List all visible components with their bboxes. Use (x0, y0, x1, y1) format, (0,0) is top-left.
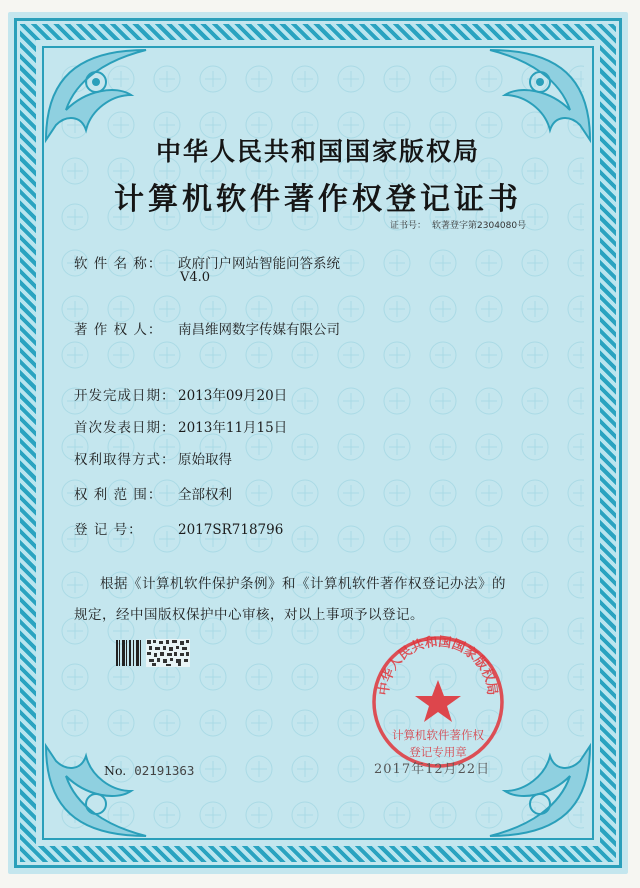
software-version: V4.0 (180, 270, 211, 285)
field-value: 政府门户网站智能问答系统 (178, 256, 340, 272)
certificate-title: 计算机软件著作权登记证书 (114, 182, 522, 217)
body-text-line-2: 规定，经中国版权保护中心审核，对以上事项予以登记。 (74, 607, 424, 623)
field-label: 登 记 号： (74, 522, 143, 538)
field-value: 2013年09月20日 (178, 388, 288, 404)
seal-line-2: 登记专用章 (409, 745, 467, 759)
field-label: 权利取得方式： (74, 452, 176, 468)
body-text-line-1: 根据《计算机软件保护条例》和《计算机软件著作权登记办法》的 (100, 576, 506, 592)
seal-star-icon (415, 680, 461, 722)
issuer-title: 中华人民共和国国家版权局 (155, 137, 480, 166)
field-rights-scope (74, 483, 232, 503)
field-value: 2013年11月15日 (178, 420, 288, 436)
field-label: 软 件 名 称： (74, 256, 163, 272)
field-completion-date (74, 384, 287, 404)
field-value: 2017SR718796 (178, 522, 284, 538)
field-registration-number (74, 518, 283, 538)
field-acquisition-method (74, 448, 232, 468)
field-copyright-owner (74, 318, 340, 338)
field-label: 著 作 权 人： (74, 322, 163, 338)
field-label: 首次发表日期： (74, 420, 176, 436)
barcode-qr-image (116, 638, 192, 668)
serial-label: No. (104, 763, 127, 778)
field-software-name (74, 252, 340, 285)
field-label: 权 利 范 围： (74, 487, 163, 503)
field-label: 开发完成日期： (74, 388, 176, 404)
field-value: 原始取得 (178, 452, 232, 468)
field-value: 南昌维网数字传媒有限公司 (178, 322, 340, 338)
seal-date: 2017年12月22日 (374, 762, 491, 777)
field-publish-date (74, 416, 287, 436)
field-value: 全部权利 (178, 487, 232, 503)
serial-value: 02191363 (134, 763, 195, 778)
official-seal (368, 632, 508, 772)
seal-ring-text: 中华人民共和国国家版权局 (376, 634, 500, 697)
certificate-number-value: 软著登字第2304080号 (432, 221, 527, 231)
serial-number (104, 763, 194, 778)
certificate-number (384, 218, 526, 231)
corner-ornament-bottom-left (36, 736, 156, 846)
certificate-number-label: 证书号： (390, 221, 427, 231)
seal-line-1: 计算机软件著作权 (392, 728, 484, 742)
certificate (8, 12, 628, 874)
